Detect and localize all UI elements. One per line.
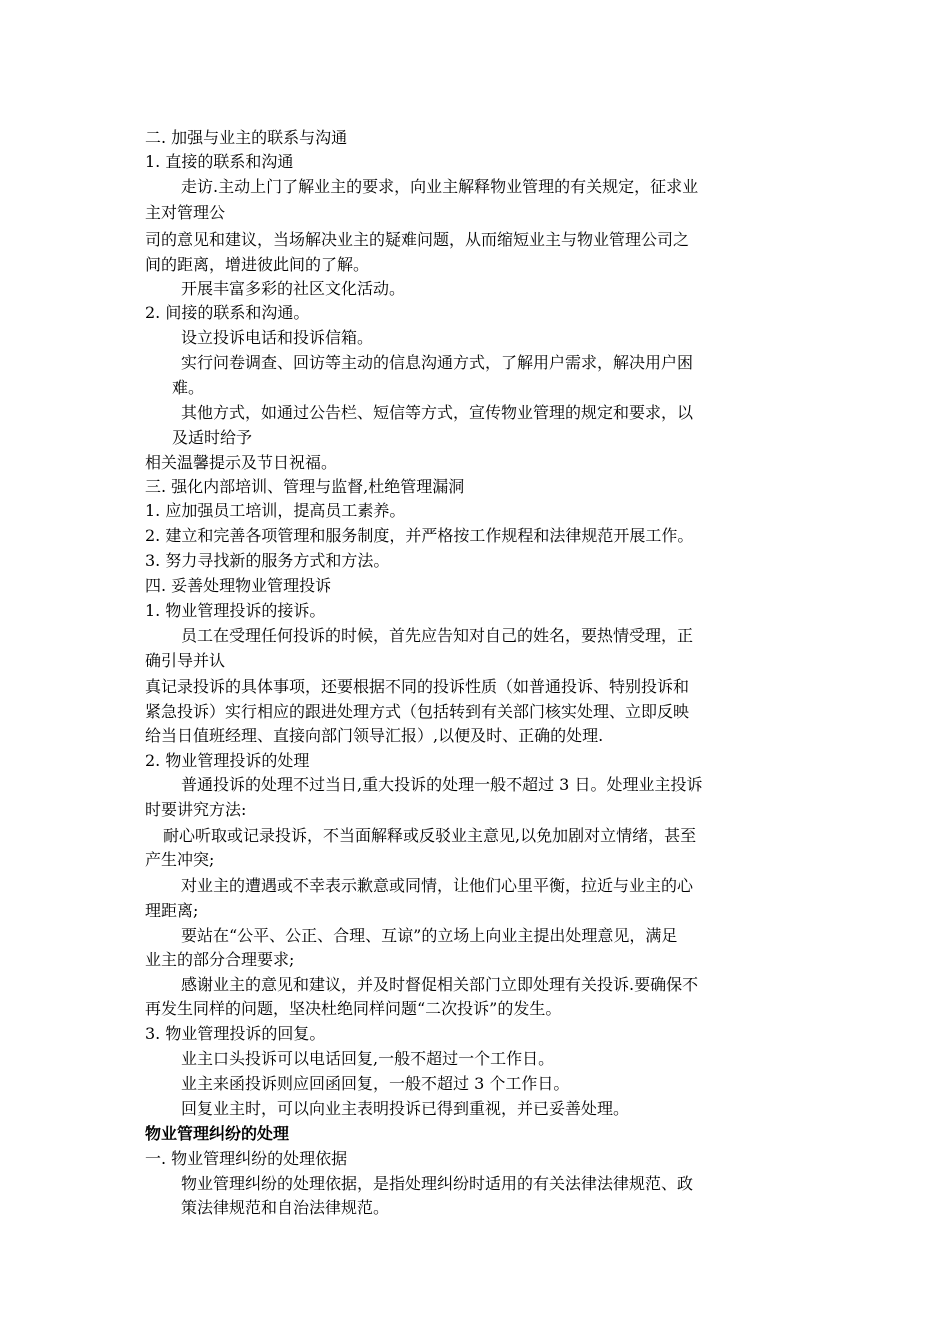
list-item-heading: 2. 物业管理投诉的处理	[145, 751, 310, 770]
paragraph-line: 业主口头投诉可以电话回复,一般不超过一个工作日。	[181, 1049, 555, 1068]
paragraph-line: 对业主的遭遇或不幸表示歉意或同情，让他们心里平衡，拉近与业主的心	[181, 876, 694, 895]
paragraph-line: 及适时给予	[172, 428, 253, 447]
paragraph-line: 实行问卷调查、回访等主动的信息沟通方式，了解用户需求，解决用户困	[181, 353, 694, 372]
paragraph-line: 普通投诉的处理不过当日,重大投诉的处理一般不超过 3 日。处理业主投诉	[181, 775, 703, 794]
section-heading-2: 二. 加强与业主的联系与沟通	[145, 128, 348, 147]
paragraph-line: 物业管理纠纷的处理依据，是指处理纠纷时适用的有关法律法律规范、政	[181, 1174, 694, 1193]
section-heading-4: 四. 妥善处理物业管理投诉	[145, 576, 332, 595]
list-item-heading: 3. 物业管理投诉的回复。	[145, 1024, 326, 1043]
list-item-heading: 2. 间接的联系和沟通。	[145, 303, 310, 322]
paragraph-line: 司的意见和建议，当场解决业主的疑难问题，从而缩短业主与物业管理公司之	[145, 230, 690, 249]
section-heading-1: 一. 物业管理纠纷的处理依据	[145, 1149, 348, 1168]
paragraph-line: 主对管理公	[145, 203, 226, 222]
paragraph-line: 确引导并认	[145, 651, 226, 670]
paragraph-line: 业主来函投诉则应回函回复，一般不超过 3 个工作日。	[181, 1074, 570, 1093]
paragraph-line: 员工在受理任何投诉的时候，首先应告知对自己的姓名，要热情受理，正	[181, 626, 694, 645]
paragraph-line: 回复业主时，可以向业主表明投诉已得到重视，并已妥善处理。	[181, 1099, 630, 1118]
paragraph-line: 时要讲究方法:	[145, 800, 247, 819]
paragraph-line: 业主的部分合理要求;	[145, 950, 295, 969]
paragraph-line: 紧急投诉）实行相应的跟进处理方式（包括转到有关部门核实处理、立即反映	[145, 702, 690, 721]
paragraph-line: 走访.主动上门了解业主的要求，向业主解释物业管理的有关规定，征求业	[181, 177, 699, 196]
paragraph-line: 要站在“公平、公正、合理、互谅”的立场上向业主提出处理意见，满足	[181, 926, 678, 945]
section-heading-3: 三. 强化内部培训、管理与监督,杜绝管理漏洞	[145, 477, 465, 496]
list-item-heading: 1. 直接的联系和沟通	[145, 152, 294, 171]
list-item: 2. 建立和完善各项管理和服务制度，并严格按工作规程和法律规范开展工作。	[145, 526, 694, 545]
paragraph-line: 开展丰富多彩的社区文化活动。	[181, 279, 406, 298]
list-item: 3. 努力寻找新的服务方式和方法。	[145, 551, 390, 570]
paragraph-line: 感谢业主的意见和建议，并及时督促相关部门立即处理有关投诉.要确保不	[181, 975, 699, 994]
paragraph-line: 产生冲突;	[145, 850, 215, 869]
chapter-heading: 物业管理纠纷的处理	[145, 1124, 290, 1143]
list-item-heading: 1. 物业管理投诉的接诉。	[145, 601, 326, 620]
list-item: 1. 应加强员工培训，提高员工素养。	[145, 501, 406, 520]
paragraph-line: 耐心听取或记录投诉，不当面解释或反驳业主意见,以免加剧对立情绪，甚至	[163, 826, 697, 845]
paragraph-line: 相关温馨提示及节日祝福。	[145, 453, 338, 472]
paragraph-line: 再发生同样的问题，坚决杜绝同样问题“二次投诉”的发生。	[145, 999, 562, 1018]
paragraph-line: 策法律规范和自治法律规范。	[181, 1198, 390, 1217]
paragraph-line: 间的距离，增进彼此间的了解。	[145, 255, 370, 274]
paragraph-line: 给当日值班经理、直接向部门领导汇报）,以便及时、正确的处理.	[145, 726, 604, 745]
paragraph-line: 设立投诉电话和投诉信箱。	[181, 328, 374, 347]
paragraph-line: 其他方式，如通过公告栏、短信等方式，宣传物业管理的规定和要求，以	[181, 403, 694, 422]
paragraph-line: 理距离;	[145, 901, 199, 920]
paragraph-line: 真记录投诉的具体事项，还要根据不同的投诉性质（如普通投诉、特别投诉和	[145, 677, 690, 696]
paragraph-line: 难。	[172, 378, 205, 397]
